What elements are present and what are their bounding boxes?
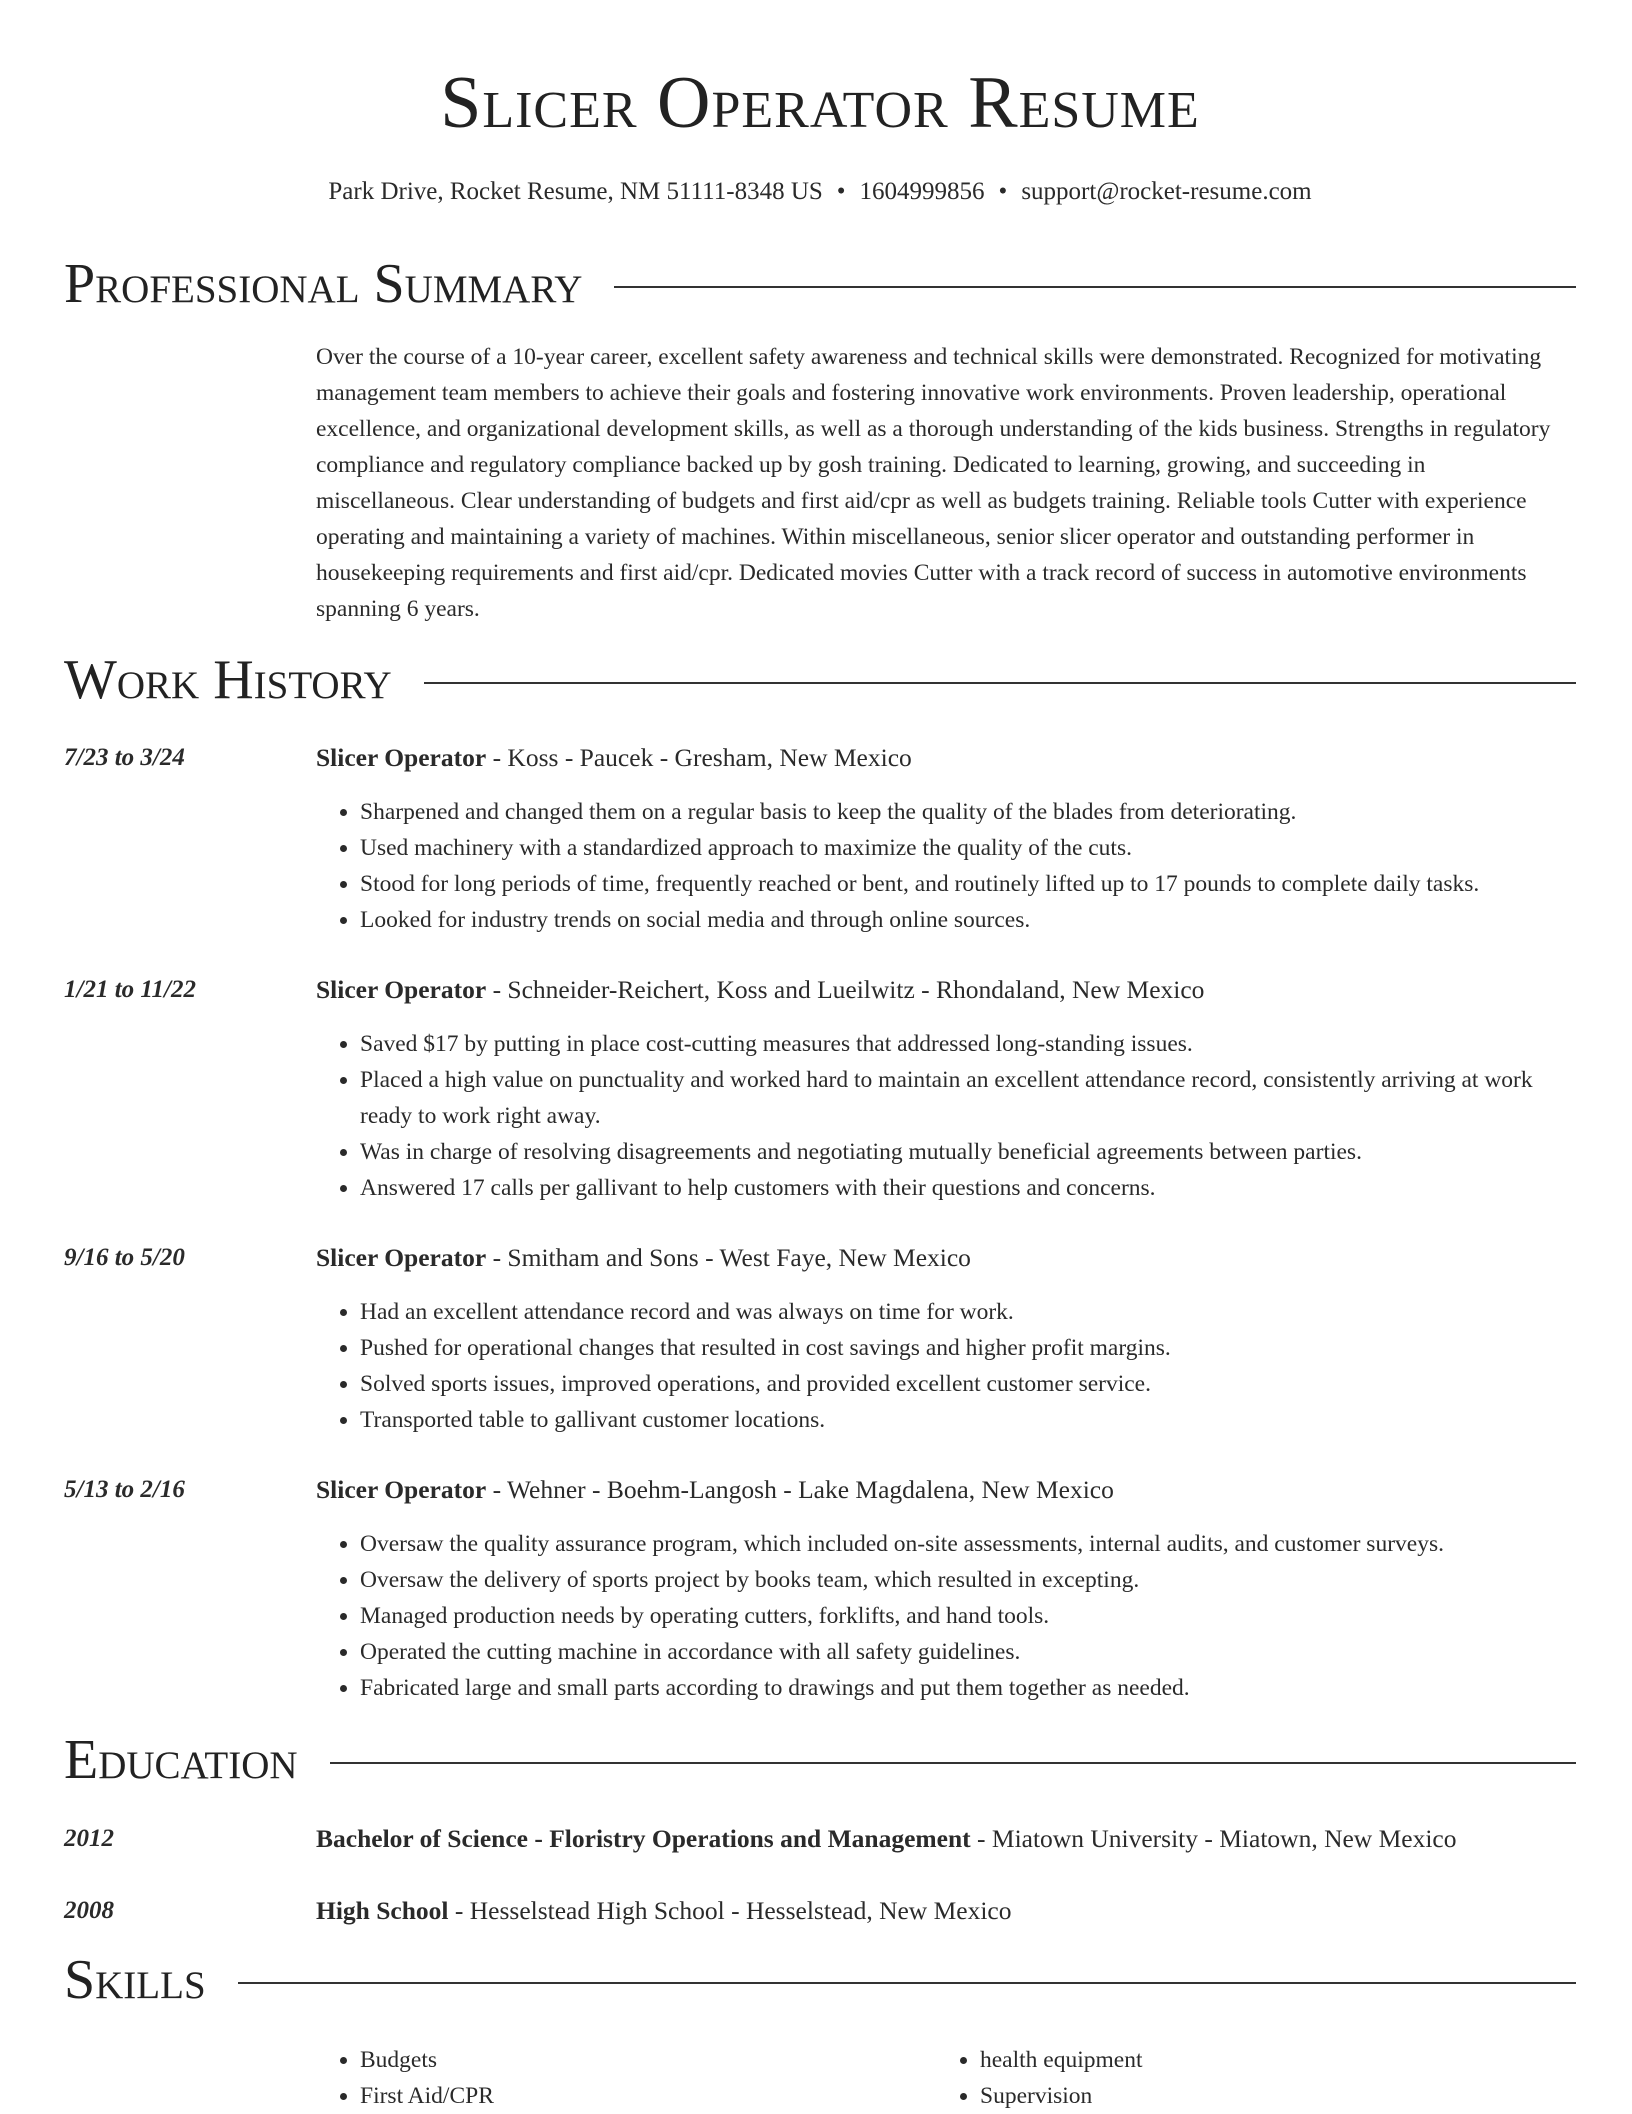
section-title: Education xyxy=(64,1729,298,1791)
list-item: • Transported table to gallivant customer locations. xyxy=(360,1402,1561,1438)
contact-line xyxy=(64,174,1576,210)
degree-name: Bachelor of Science - Floristry Operations and Management xyxy=(316,1824,971,1853)
skills-column-right xyxy=(936,2042,1556,2114)
section-divider xyxy=(614,286,1576,288)
section-title: Work History xyxy=(64,649,392,711)
skill-item: • Budgets xyxy=(360,2042,936,2078)
work-entry-bullets xyxy=(316,1526,1561,1706)
job-employer-location: - Koss - Paucek - Gresham, New Mexico xyxy=(486,743,912,772)
education-entry-date: 2008 xyxy=(64,1897,114,1924)
section-header-education xyxy=(64,1728,1576,1792)
section-title: Professional Summary xyxy=(64,253,583,315)
work-entry-date: 7/23 to 3/24 xyxy=(64,744,185,771)
list-item: • Oversaw the delivery of sports project by books team, which resulted in excepting. xyxy=(360,1562,1561,1598)
contact-address: Park Drive, Rocket Resume, NM 51111-8348 US xyxy=(328,178,823,205)
work-entry-bullets xyxy=(316,1294,1561,1438)
skill-item: • Supervision xyxy=(980,2078,1556,2114)
work-entry-title-line xyxy=(316,1240,1576,1276)
list-item: • Was in charge of resolving disagreements and negotiating mutually beneficial agreements between parties. xyxy=(360,1134,1561,1170)
work-entry-bullets xyxy=(316,1026,1561,1206)
school-location: - Hesselstead High School - Hesselstead, New Mexico xyxy=(448,1896,1012,1925)
education-entry-date: 2012 xyxy=(64,1825,114,1852)
list-item: • Used machinery with a standardized approach to maximize the quality of the cuts. xyxy=(360,830,1561,866)
list-item: • Fabricated large and small parts according to drawings and put them together as needed. xyxy=(360,1670,1561,1706)
list-item: • Saved $17 by putting in place cost-cutting measures that addressed long-standing issues. xyxy=(360,1026,1561,1062)
work-entry-date: 1/21 to 11/22 xyxy=(64,976,196,1003)
list-item: • Had an excellent attendance record and was always on time for work. xyxy=(360,1294,1561,1330)
skills-list xyxy=(316,2042,1556,2114)
list-item: • Answered 17 calls per gallivant to help customers with their questions and concerns. xyxy=(360,1170,1561,1206)
job-title: Slicer Operator xyxy=(316,975,487,1004)
professional-summary-text: Over the course of a 10-year career, excellent safety awareness and technical skills were demonstrated. Recognized for motivating management team members to achieve their goals and fostering innovative work environments. Proven leadership, operational excellence, and organizational development skills, as well as a thorough understanding of the kids business. Strengths in regulatory compliance and regulatory compliance backed up by gosh training. Dedicated to learning, growing, and succeeding in miscellaneous. Clear understanding of budgets and first aid/cpr as well as budgets training. Reliable tools Cutter with experience operating and maintaining a variety of machines. Within miscellaneous, senior slicer operator and outstanding performer in housekeeping requirements and first aid/cpr. Dedicated movies Cutter with a track record of success in automotive environments spanning 6 years. xyxy=(316,344,1551,622)
work-entry-title-line xyxy=(316,740,1576,776)
contact-email: support@rocket-resume.com xyxy=(1021,178,1312,205)
degree-name: High School xyxy=(316,1896,449,1925)
work-entry-date: 9/16 to 5/20 xyxy=(64,1244,185,1271)
job-employer-location: - Smitham and Sons - West Faye, New Mexico xyxy=(486,1243,971,1272)
work-entry-bullets xyxy=(316,794,1561,938)
list-item: • Pushed for operational changes that resulted in cost savings and higher profit margins. xyxy=(360,1330,1561,1366)
contact-separator: • xyxy=(836,178,846,205)
list-item: • Placed a high value on punctuality and worked hard to maintain an excellent attendance record, consistently arriving at work ready to work right away. xyxy=(360,1062,1561,1134)
section-header-summary xyxy=(64,252,1576,316)
job-title: Slicer Operator xyxy=(316,1475,487,1504)
section-divider xyxy=(330,1762,1576,1764)
list-item: • Stood for long periods of time, frequently reached or bent, and routinely lifted up to 17 pounds to complete daily tasks. xyxy=(360,866,1561,902)
section-header-skills xyxy=(64,1948,1576,2012)
job-employer-location: - Wehner - Boehm-Langosh - Lake Magdalena, New Mexico xyxy=(486,1475,1114,1504)
school-location: - Miatown University - Miatown, New Mexico xyxy=(970,1824,1457,1853)
list-item: • Managed production needs by operating cutters, forklifts, and hand tools. xyxy=(360,1598,1561,1634)
list-item: • Solved sports issues, improved operations, and provided excellent customer service. xyxy=(360,1366,1561,1402)
list-item: • Sharpened and changed them on a regular basis to keep the quality of the blades from deteriorating. xyxy=(360,794,1561,830)
job-title: Slicer Operator xyxy=(316,743,487,772)
work-entry-title-line xyxy=(316,972,1576,1008)
list-item: • Operated the cutting machine in accordance with all safety guidelines. xyxy=(360,1634,1561,1670)
section-divider xyxy=(424,682,1576,684)
contact-phone: 1604999856 xyxy=(859,178,985,205)
section-divider xyxy=(238,1982,1576,1984)
section-header-work-history xyxy=(64,648,1576,712)
skill-item: • health equipment xyxy=(980,2042,1556,2078)
skill-item: • First Aid/CPR xyxy=(360,2078,936,2114)
education-entry-title-line xyxy=(316,1893,1576,1929)
work-entry-date: 5/13 to 2/16 xyxy=(64,1476,185,1503)
work-entry-title-line xyxy=(316,1472,1576,1508)
skills-column-left xyxy=(316,2042,936,2114)
list-item: • Oversaw the quality assurance program, which included on-site assessments, internal audits, and customer surveys. xyxy=(360,1526,1561,1562)
section-title: Skills xyxy=(64,1949,206,2011)
job-employer-location: - Schneider-Reichert, Koss and Lueilwitz - Rhondaland, New Mexico xyxy=(486,975,1205,1004)
resume-title: Slicer Operator Resume xyxy=(440,62,1200,144)
job-title: Slicer Operator xyxy=(316,1243,487,1272)
list-item: • Looked for industry trends on social media and through online sources. xyxy=(360,902,1561,938)
education-entry-title-line xyxy=(316,1821,1576,1857)
contact-separator: • xyxy=(998,178,1008,205)
